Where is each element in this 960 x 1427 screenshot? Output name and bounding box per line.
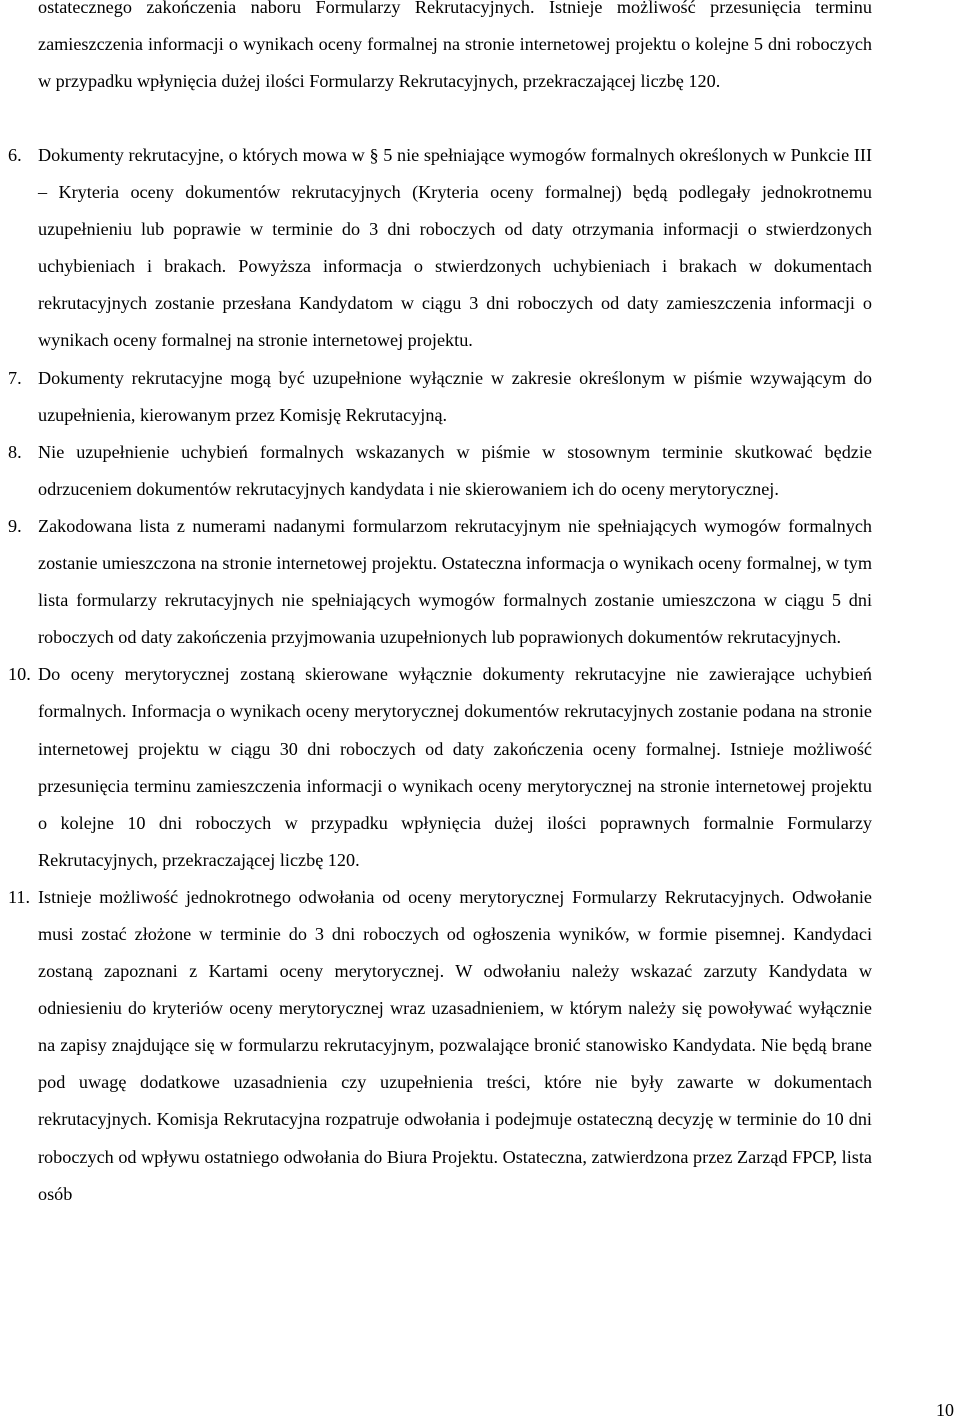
list-item-number: 8. <box>8 441 22 462</box>
list-item-text: Nie uzupełnienie uchybień formalnych wskazanych w piśmie w stosownym terminie skutkować będzie odrzuceniem dokumentów rekrutacyjnych kandydata i nie skierowaniem ich do oceny merytorycznej. <box>38 441 872 499</box>
list-item-number: 6. <box>8 145 22 165</box>
numbered-list <box>0 137 960 1213</box>
list-item-text: Dokumenty rekrutacyjne, o których mowa w § 5 nie spełniające wymogów formalnych określonych w Punkcie III – Kryteria oceny dokumentów rekrutacyjnych (Kryteria oceny formalnej) będą podlegały jednokrotnemu uzupełnieniu lub poprawie w terminie do 3 dni roboczych od daty otrzymania informacji o stwierdzonych uchybieniach i brakach. Powyższa informacja o stwierdzonych uchybieniach i brakach w dokumentach rekrutacyjnych zostanie przesłana Kandydatom w ciągu 3 dni roboczych od daty zamieszczenia informacji o wynikach oceny formalnej na stronie internetowej projektu. <box>38 145 872 351</box>
list-item-number: 10. <box>8 664 31 685</box>
list-item-text: Istnieje możliwość jednokrotnego odwołania od oceny merytorycznej Formularzy Rekrutacyjnych. Odwołanie musi zostać złożone w terminie do 3 dni roboczych od ogłoszenia wyników, w formie pisemnej. Kandydaci zostaną zapoznani z Kartami oceny merytorycznej. W odwołaniu należy wskazać zarzuty Kandydata w odniesieniu do kryteriów oceny merytorycznej wraz uzasadnieniem, w którym należy się powoływać wyłącznie na zapisy znajdujące się w formularzu rekrutacyjnym, pozwalające bronić stanowisko Kandydata. Nie będą brane pod uwagę dodatkowe uzasadnienia czy uzupełnienia treści, które nie były zawarte w dokumentach rekrutacyjnych. Komisja Rekrutacyjna rozpatruje odwołania i podejmuje ostateczną decyzję w terminie do 10 dni roboczych od wpływu ostatniego odwołania do Biura Projektu. Ostateczna, zatwierdzona przez Zarząd FPCP, lista osób <box>38 886 872 1204</box>
list-item-number: 11. <box>8 886 31 907</box>
list-item-text: Zakodowana lista z numerami nadanymi formularzom rekrutacyjnym nie spełniających wymogów formalnych zostanie umieszczona na stronie internetowej projektu. Ostateczna informacja o wynikach oceny formalnej, w tym lista formularzy rekrutacyjnych nie spełniających wymogów formalnych zostanie umieszczona w ciągu 5 dni roboczych od daty zakończenia przyjmowania uzupełnionych lub poprawionych dokumentów rekrutacyjnych. <box>38 515 872 648</box>
page-number: 10 <box>936 1400 954 1420</box>
list-item-6 <box>8 137 872 360</box>
list-item-number: 9. <box>8 515 22 536</box>
list-item-10 <box>8 656 872 879</box>
list-item-text: Dokumenty rekrutacyjne mogą być uzupełnione wyłącznie w zakresie określonym w piśmie wzywającym do uzupełnienia, kierowanym przez Komisję Rekrutacyjną. <box>38 367 872 425</box>
list-item-8 <box>8 434 872 508</box>
list-item-9 <box>8 508 872 656</box>
intro-paragraph: ostatecznego zakończenia naboru Formularzy Rekrutacyjnych. Istnieje możliwość przesunięcia terminu zamieszczenia informacji o wynikach oceny formalnej na stronie internetowej projektu o kolejne 5 dni roboczych w przypadku wpłynięcia dużej ilości Formularzy Rekrutacyjnych, przekraczającej liczbę 120. <box>38 0 872 92</box>
list-item-text: Do oceny merytorycznej zostaną skierowane wyłącznie dokumenty rekrutacyjne nie zawierające uchybień formalnych. Informacja o wynikach oceny merytorycznej dokumentów rekrutacyjnych zostanie podana na stronie internetowej projektu w ciągu 30 dni roboczych od daty zakończenia oceny formalnej. Istnieje możliwość przesunięcia terminu zamieszczenia informacji o wynikach oceny merytorycznej na stronie internetowej projektu o kolejne 10 dni roboczych w przypadku wpłynięcia dużej ilości poprawnych formalnie Formularzy Rekrutacyjnych, przekraczającej liczbę 120. <box>38 664 872 870</box>
list-item-number: 7. <box>8 367 22 388</box>
list-item-7 <box>8 360 872 434</box>
list-item-11 <box>8 879 872 1213</box>
